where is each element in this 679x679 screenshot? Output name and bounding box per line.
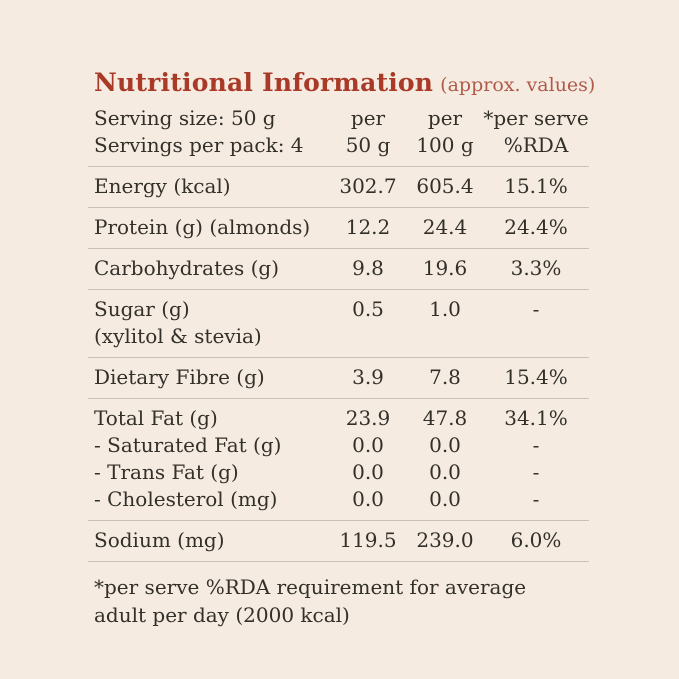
servings-per-pack: Servings per pack: 4 — [94, 133, 304, 157]
row-label-saturated-fat: - Saturated Fat (g) — [94, 433, 282, 457]
value-per-100g: 239.0 — [416, 528, 474, 552]
value-per-50g: 0.5 — [352, 297, 384, 321]
value-per-50g: 9.8 — [352, 256, 384, 280]
value-per-100g: 0.0 — [429, 460, 461, 484]
value-per-50g: 0.0 — [352, 433, 384, 457]
table-header-row — [88, 105, 589, 167]
value-rda: 24.4% — [504, 215, 568, 239]
row-label-cholesterol: - Cholesterol (mg) — [94, 487, 278, 511]
value-rda: 34.1% — [504, 406, 568, 430]
rda-footnote: *per serve %RDA requirement for average adult per day (2000 kcal) — [94, 575, 527, 627]
value-per-100g: 19.6 — [422, 256, 468, 280]
value-rda: - — [532, 297, 540, 321]
row-label-trans-fat: - Trans Fat (g) — [94, 460, 239, 484]
value-per-100g: 605.4 — [416, 174, 474, 198]
value-per-50g: 0.0 — [352, 460, 384, 484]
value-per-50g: 302.7 — [339, 174, 397, 198]
value-per-50g: 3.9 — [352, 365, 384, 389]
row-label: Energy (kcal) — [94, 174, 231, 198]
table-row-protein — [88, 208, 589, 249]
value-rda: - — [532, 460, 540, 484]
nutrition-table — [88, 105, 589, 562]
value-per-100g: 0.0 — [429, 487, 461, 511]
value-rda: 3.3% — [510, 256, 562, 280]
table-row-sodium — [88, 521, 589, 562]
value-rda: 6.0% — [510, 528, 562, 552]
value-per-50g: 12.2 — [345, 215, 391, 239]
value-per-50g: 119.5 — [339, 528, 397, 552]
value-rda: - — [532, 433, 540, 457]
value-rda: - — [532, 487, 540, 511]
row-label: Sodium (mg) — [94, 528, 225, 552]
value-rda: 15.1% — [504, 174, 568, 198]
row-label: Protein (g) (almonds) — [94, 215, 311, 239]
value-per-50g: 0.0 — [352, 487, 384, 511]
column-header-per-serve-rda: *per serve %RDA — [483, 106, 589, 157]
row-label: Carbohydrates (g) — [94, 256, 279, 280]
title-text: Nutritional Information — [94, 68, 434, 97]
table-row-sugar — [88, 290, 589, 358]
value-per-100g: 7.8 — [429, 365, 461, 389]
value-per-100g: 0.0 — [429, 433, 461, 457]
table-row-carbohydrates — [88, 249, 589, 290]
column-header-per-50g: per 50 g — [345, 106, 391, 157]
table-row-energy — [88, 167, 589, 208]
row-sublabel: (xylitol & stevia) — [94, 324, 262, 348]
value-rda: 15.4% — [504, 365, 568, 389]
value-per-100g: 24.4 — [422, 215, 468, 239]
table-row-dietary-fibre — [88, 358, 589, 399]
serving-info — [88, 105, 329, 159]
value-per-50g: 23.9 — [345, 406, 391, 430]
row-label: Total Fat (g) — [94, 406, 218, 430]
row-label: Sugar (g) — [94, 297, 190, 321]
title-suffix: (approx. values) — [440, 74, 596, 96]
value-per-100g: 1.0 — [429, 297, 461, 321]
page-title — [94, 68, 596, 97]
row-label: Dietary Fibre (g) — [94, 365, 265, 389]
value-per-100g: 47.8 — [422, 406, 468, 430]
column-header-per-100g: per 100 g — [416, 106, 474, 157]
serving-size: Serving size: 50 g — [94, 106, 276, 130]
table-row-total-fat — [88, 399, 589, 521]
